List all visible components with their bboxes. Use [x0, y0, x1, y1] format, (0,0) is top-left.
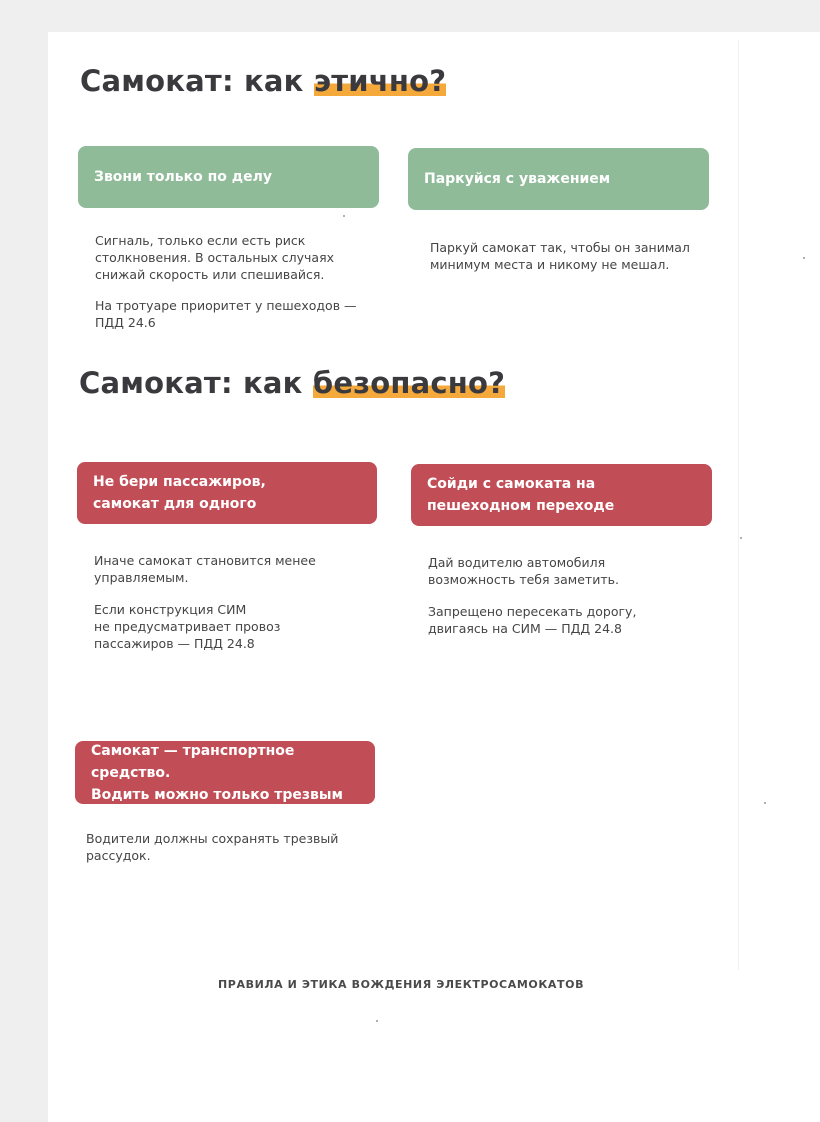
- scan-speck: [376, 1020, 378, 1022]
- card-body-text: На тротуаре приоритет у пешеходов — ПДД 24.6: [95, 298, 357, 330]
- card-ring-only-when-needed: [78, 146, 379, 208]
- card-dismount-at-crossing: [411, 464, 712, 526]
- card-label: Паркуйся с уважением: [424, 171, 611, 187]
- card-ride-sober: [75, 741, 375, 804]
- scan-speck: [740, 537, 742, 539]
- card-label: Самокат — транспортное средство. Водить можно только трезвым: [91, 742, 343, 803]
- card-body-text: Паркуй самокат так, чтобы он занимал минимум места и никому не мешал.: [430, 240, 690, 272]
- heading-safety-highlight: безопасно?: [312, 366, 506, 400]
- heading-ethics-prefix: Самокат: как: [80, 64, 314, 98]
- scan-speck: [343, 215, 345, 217]
- card-label: Сойди с самоката на пешеходном переходе: [427, 476, 615, 514]
- card-body-text: Если конструкция СИМ не предусматривает провоз пассажиров — ПДД 24.8: [94, 602, 281, 651]
- card-label: Не бери пассажиров, самокат для одного: [93, 474, 266, 512]
- heading-ethics: [80, 64, 446, 98]
- card-no-passengers: [77, 462, 377, 524]
- heading-safety-prefix: Самокат: как: [79, 366, 313, 400]
- heading-safety: [79, 366, 505, 400]
- card-body-text: Запрещено пересекать дорогу, двигаясь на СИМ — ПДД 24.8: [428, 604, 637, 636]
- card-body-text: Дай водителю автомобиля возможность тебя заметить.: [428, 555, 619, 587]
- heading-ethics-highlight: этично?: [313, 64, 447, 98]
- card-label: Звони только по делу: [94, 169, 272, 185]
- scan-speck: [803, 257, 805, 259]
- card-body-text: Водители должны сохранять трезвый рассудок.: [86, 831, 339, 863]
- scan-speck: [764, 802, 766, 804]
- page-edge-shadow: [738, 40, 739, 970]
- card-body-text: Иначе самокат становится менее управляемым.: [94, 553, 316, 585]
- page-footer: ПРАВИЛА И ЭТИКА ВОЖДЕНИЯ ЭЛЕКТРОСАМОКАТОВ: [218, 978, 585, 991]
- card-body-text: Сигналь, только если есть риск столкновения. В остальных случаях снижай скорость или спешивайся.: [95, 233, 334, 282]
- card-park-with-respect: [408, 148, 709, 210]
